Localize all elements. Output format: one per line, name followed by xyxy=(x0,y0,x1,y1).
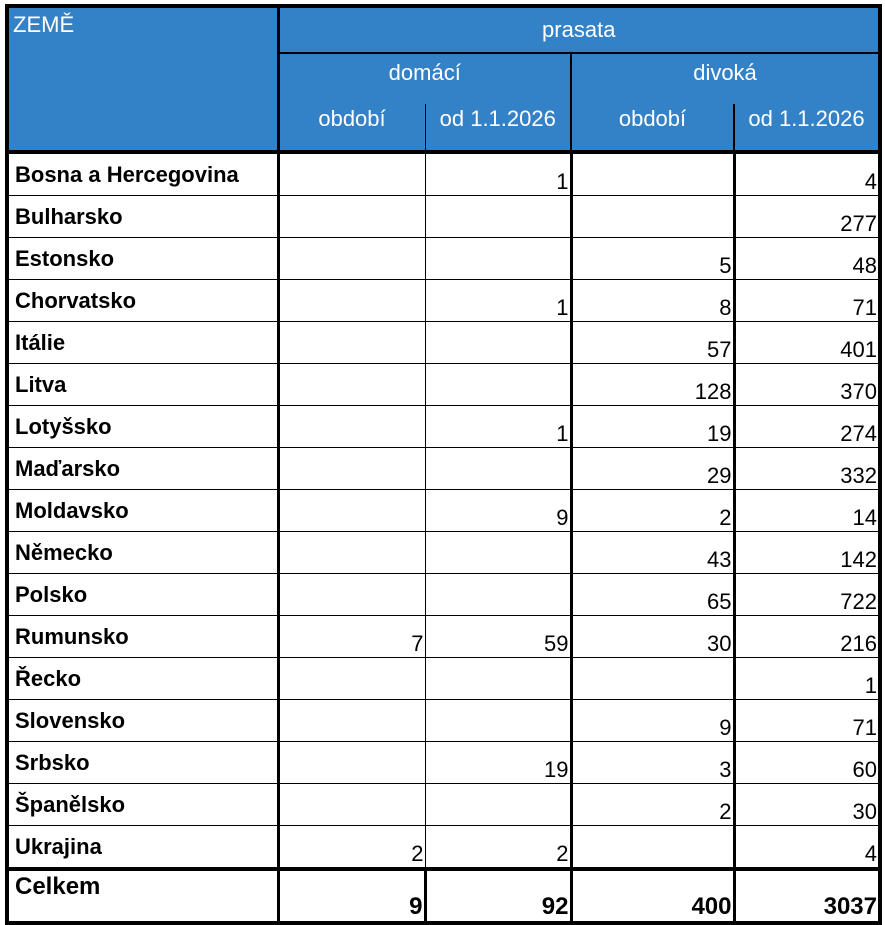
country-name-cell: Maďarsko xyxy=(7,448,278,490)
table-row xyxy=(7,742,880,784)
table-row xyxy=(7,196,880,238)
country-name-cell: Německo xyxy=(7,532,278,574)
table-row xyxy=(7,448,880,490)
domestic-since-cell xyxy=(425,658,571,700)
wild-since-cell: 1 xyxy=(734,658,880,700)
wild-period-cell: 3 xyxy=(571,742,734,784)
domestic-period-cell xyxy=(278,406,425,448)
wild-period-cell: 5 xyxy=(571,238,734,280)
table-row xyxy=(7,574,880,616)
table-row xyxy=(7,826,880,870)
table-row xyxy=(7,700,880,742)
country-name-cell: Itálie xyxy=(7,322,278,364)
country-name-cell: Chorvatsko xyxy=(7,280,278,322)
wild-period-header: období xyxy=(571,104,734,152)
domestic-since-cell xyxy=(425,322,571,364)
table-body xyxy=(7,152,880,869)
domestic-since-cell: 2 xyxy=(425,826,571,870)
wild-period-cell: 9 xyxy=(571,700,734,742)
table-row xyxy=(7,238,880,280)
domestic-period-cell xyxy=(278,152,425,196)
country-name-cell: Ukrajina xyxy=(7,826,278,870)
domestic-since-cell: 59 xyxy=(425,616,571,658)
table-row xyxy=(7,616,880,658)
outbreak-table-container xyxy=(5,4,882,925)
table-row xyxy=(7,152,880,196)
wild-since-cell: 30 xyxy=(734,784,880,826)
domestic-period-cell xyxy=(278,700,425,742)
country-name-cell: Moldavsko xyxy=(7,490,278,532)
domestic-period-cell xyxy=(278,238,425,280)
country-name-cell: Polsko xyxy=(7,574,278,616)
domestic-since-cell: 19 xyxy=(425,742,571,784)
total-wild-period: 400 xyxy=(571,869,734,923)
table-row xyxy=(7,490,880,532)
wild-period-cell: 19 xyxy=(571,406,734,448)
wild-period-cell: 2 xyxy=(571,784,734,826)
wild-since-cell: 48 xyxy=(734,238,880,280)
wild-since-cell: 277 xyxy=(734,196,880,238)
domestic-since-cell: 1 xyxy=(425,280,571,322)
domestic-period-cell xyxy=(278,322,425,364)
domestic-period-cell xyxy=(278,742,425,784)
wild-since-cell: 71 xyxy=(734,280,880,322)
domestic-since-cell xyxy=(425,784,571,826)
country-name-cell: Litva xyxy=(7,364,278,406)
wild-period-cell: 29 xyxy=(571,448,734,490)
wild-since-cell: 71 xyxy=(734,700,880,742)
domestic-since-cell xyxy=(425,448,571,490)
wild-since-cell: 142 xyxy=(734,532,880,574)
wild-since-cell: 722 xyxy=(734,574,880,616)
country-name-cell: Estonsko xyxy=(7,238,278,280)
wild-period-cell: 128 xyxy=(571,364,734,406)
wild-period-cell: 8 xyxy=(571,280,734,322)
domestic-since-cell xyxy=(425,364,571,406)
total-label: Celkem xyxy=(7,869,278,923)
wild-period-cell xyxy=(571,826,734,870)
domestic-period-cell: 2 xyxy=(278,826,425,870)
country-name-cell: Slovensko xyxy=(7,700,278,742)
wild-since-cell: 60 xyxy=(734,742,880,784)
domestic-period-cell: 7 xyxy=(278,616,425,658)
domestic-period-cell xyxy=(278,658,425,700)
domestic-period-cell xyxy=(278,574,425,616)
table-row xyxy=(7,280,880,322)
domestic-period-cell xyxy=(278,448,425,490)
wild-period-cell: 57 xyxy=(571,322,734,364)
table-row xyxy=(7,364,880,406)
wild-since-cell: 274 xyxy=(734,406,880,448)
wild-period-cell: 30 xyxy=(571,616,734,658)
domestic-since-cell xyxy=(425,532,571,574)
total-row xyxy=(7,869,880,923)
country-name-cell: Srbsko xyxy=(7,742,278,784)
domestic-period-header: období xyxy=(278,104,425,152)
domestic-period-cell xyxy=(278,490,425,532)
domestic-since-header: od 1.1.2026 xyxy=(425,104,571,152)
wild-since-cell: 332 xyxy=(734,448,880,490)
domestic-since-cell xyxy=(425,196,571,238)
wild-since-cell: 14 xyxy=(734,490,880,532)
country-name-cell: Řecko xyxy=(7,658,278,700)
country-name-cell: Lotyšsko xyxy=(7,406,278,448)
domestic-since-cell xyxy=(425,238,571,280)
wild-since-header: od 1.1.2026 xyxy=(734,104,880,152)
table-row xyxy=(7,658,880,700)
pigs-group-header: prasata xyxy=(278,6,880,53)
domestic-since-cell xyxy=(425,574,571,616)
domestic-since-cell: 1 xyxy=(425,152,571,196)
asf-outbreak-table xyxy=(5,4,882,925)
wild-subgroup-header: divoká xyxy=(571,53,880,104)
domestic-since-cell: 1 xyxy=(425,406,571,448)
domestic-subgroup-header: domácí xyxy=(278,53,571,104)
wild-period-cell xyxy=(571,196,734,238)
domestic-since-cell: 9 xyxy=(425,490,571,532)
wild-since-cell: 216 xyxy=(734,616,880,658)
domestic-period-cell xyxy=(278,280,425,322)
wild-since-cell: 401 xyxy=(734,322,880,364)
country-column-header: ZEMĚ xyxy=(7,6,278,152)
total-wild-since: 3037 xyxy=(734,869,880,923)
wild-period-cell: 65 xyxy=(571,574,734,616)
country-name-cell: Rumunsko xyxy=(7,616,278,658)
domestic-period-cell xyxy=(278,532,425,574)
wild-since-cell: 4 xyxy=(734,152,880,196)
wild-period-cell: 43 xyxy=(571,532,734,574)
table-row xyxy=(7,532,880,574)
country-name-cell: Španělsko xyxy=(7,784,278,826)
wild-period-cell xyxy=(571,658,734,700)
domestic-since-cell xyxy=(425,700,571,742)
wild-period-cell: 2 xyxy=(571,490,734,532)
table-row xyxy=(7,322,880,364)
total-domestic-period: 9 xyxy=(278,869,425,923)
wild-since-cell: 4 xyxy=(734,826,880,870)
country-name-cell: Bosna a Hercegovina xyxy=(7,152,278,196)
domestic-period-cell xyxy=(278,784,425,826)
table-row xyxy=(7,406,880,448)
domestic-period-cell xyxy=(278,196,425,238)
wild-since-cell: 370 xyxy=(734,364,880,406)
total-domestic-since: 92 xyxy=(425,869,571,923)
country-name-cell: Bulharsko xyxy=(7,196,278,238)
table-row xyxy=(7,784,880,826)
wild-period-cell xyxy=(571,152,734,196)
domestic-period-cell xyxy=(278,364,425,406)
